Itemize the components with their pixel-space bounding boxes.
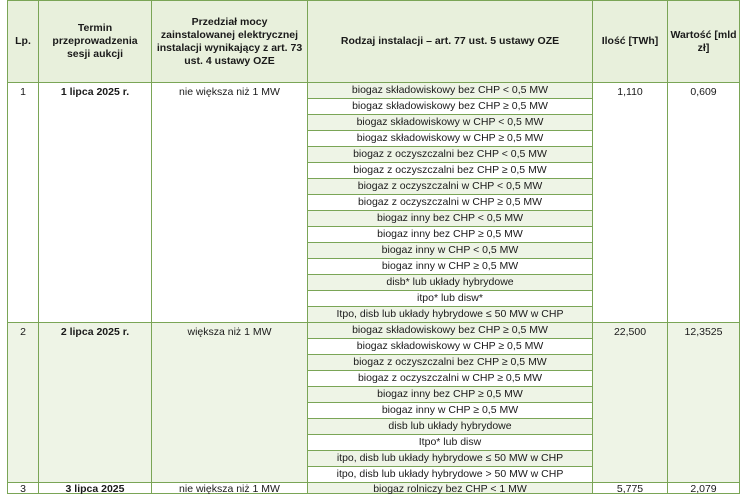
installation-cell: biogaz inny w CHP ≥ 0,5 MW — [308, 259, 593, 275]
installation-cell: disb lub układy hybrydowe — [308, 419, 593, 435]
header-termin: Termin przeprowadzenia sesji aukcji — [39, 1, 152, 83]
row-lp: 3 — [8, 483, 39, 494]
installation-cell: Itpo, disb lub układy hybrydowe ≤ 50 MW w CHP — [308, 307, 593, 323]
table-wrapper — [7, 0, 741, 494]
table-row — [8, 323, 740, 339]
row-lp: 2 — [8, 323, 39, 483]
row-lp: 1 — [8, 83, 39, 323]
installation-cell: biogaz z oczyszczalni bez CHP < 0,5 MW — [308, 147, 593, 163]
installation-cell: itpo, disb lub układy hybrydowe ≤ 50 MW w CHP — [308, 451, 593, 467]
row-termin: 3 lipca 2025 — [39, 483, 152, 494]
installation-cell: Itpo* lub disw — [308, 435, 593, 451]
installation-cell: biogaz składowiskowy w CHP ≥ 0,5 MW — [308, 131, 593, 147]
installation-cell: itpo, disb lub układy hybrydowe > 50 MW w CHP — [308, 467, 593, 483]
installation-cell: biogaz z oczyszczalni bez CHP ≥ 0,5 MW — [308, 355, 593, 371]
installation-cell: biogaz inny bez CHP ≥ 0,5 MW — [308, 387, 593, 403]
row-ilosc: 5,775 — [593, 483, 668, 494]
installation-cell: biogaz składowiskowy w CHP < 0,5 MW — [308, 115, 593, 131]
header-ilosc: Ilość [TWh] — [593, 1, 668, 83]
installation-cell: biogaz składowiskowy bez CHP < 0,5 MW — [308, 83, 593, 99]
auction-table — [7, 0, 740, 494]
row-ilosc: 1,110 — [593, 83, 668, 323]
installation-cell: biogaz z oczyszczalni bez CHP ≥ 0,5 MW — [308, 163, 593, 179]
installation-cell: biogaz inny w CHP ≥ 0,5 MW — [308, 403, 593, 419]
header-lp: Lp. — [8, 1, 39, 83]
installation-cell: biogaz inny w CHP < 0,5 MW — [308, 243, 593, 259]
installation-cell: itpo* lub disw* — [308, 291, 593, 307]
row-wartosc: 2,079 — [668, 483, 740, 494]
row-przedzial: większa niż 1 MW — [152, 323, 308, 483]
header-wartosc: Wartość [mld zł] — [668, 1, 740, 83]
header-row — [8, 1, 740, 83]
installation-cell: biogaz składowiskowy w CHP ≥ 0,5 MW — [308, 339, 593, 355]
row-termin: 1 lipca 2025 r. — [39, 83, 152, 323]
row-wartosc: 12,3525 — [668, 323, 740, 483]
row-przedzial: nie większa niż 1 MW — [152, 483, 308, 494]
header-rodzaj: Rodzaj instalacji – art. 77 ust. 5 ustawy OZE — [308, 1, 593, 83]
installation-cell: biogaz rolniczy bez CHP < 1 MW — [308, 483, 593, 494]
table-row — [8, 83, 740, 99]
row-ilosc: 22,500 — [593, 323, 668, 483]
row-wartosc: 0,609 — [668, 83, 740, 323]
installation-cell: biogaz inny bez CHP < 0,5 MW — [308, 211, 593, 227]
installation-cell: biogaz składowiskowy bez CHP ≥ 0,5 MW — [308, 323, 593, 339]
row-przedzial: nie większa niż 1 MW — [152, 83, 308, 323]
installation-cell: disb* lub układy hybrydowe — [308, 275, 593, 291]
installation-cell: biogaz składowiskowy bez CHP ≥ 0,5 MW — [308, 99, 593, 115]
row-termin: 2 lipca 2025 r. — [39, 323, 152, 483]
installation-cell: biogaz z oczyszczalni w CHP < 0,5 MW — [308, 179, 593, 195]
table-row — [8, 483, 740, 494]
installation-cell: biogaz z oczyszczalni w CHP ≥ 0,5 MW — [308, 371, 593, 387]
installation-cell: biogaz z oczyszczalni w CHP ≥ 0,5 MW — [308, 195, 593, 211]
installation-cell: biogaz inny bez CHP ≥ 0,5 MW — [308, 227, 593, 243]
header-przedzial: Przedział mocy zainstalowanej elektrycznej instalacji wynikający z art. 73 ust. 4 ustawy OZE — [152, 1, 308, 83]
